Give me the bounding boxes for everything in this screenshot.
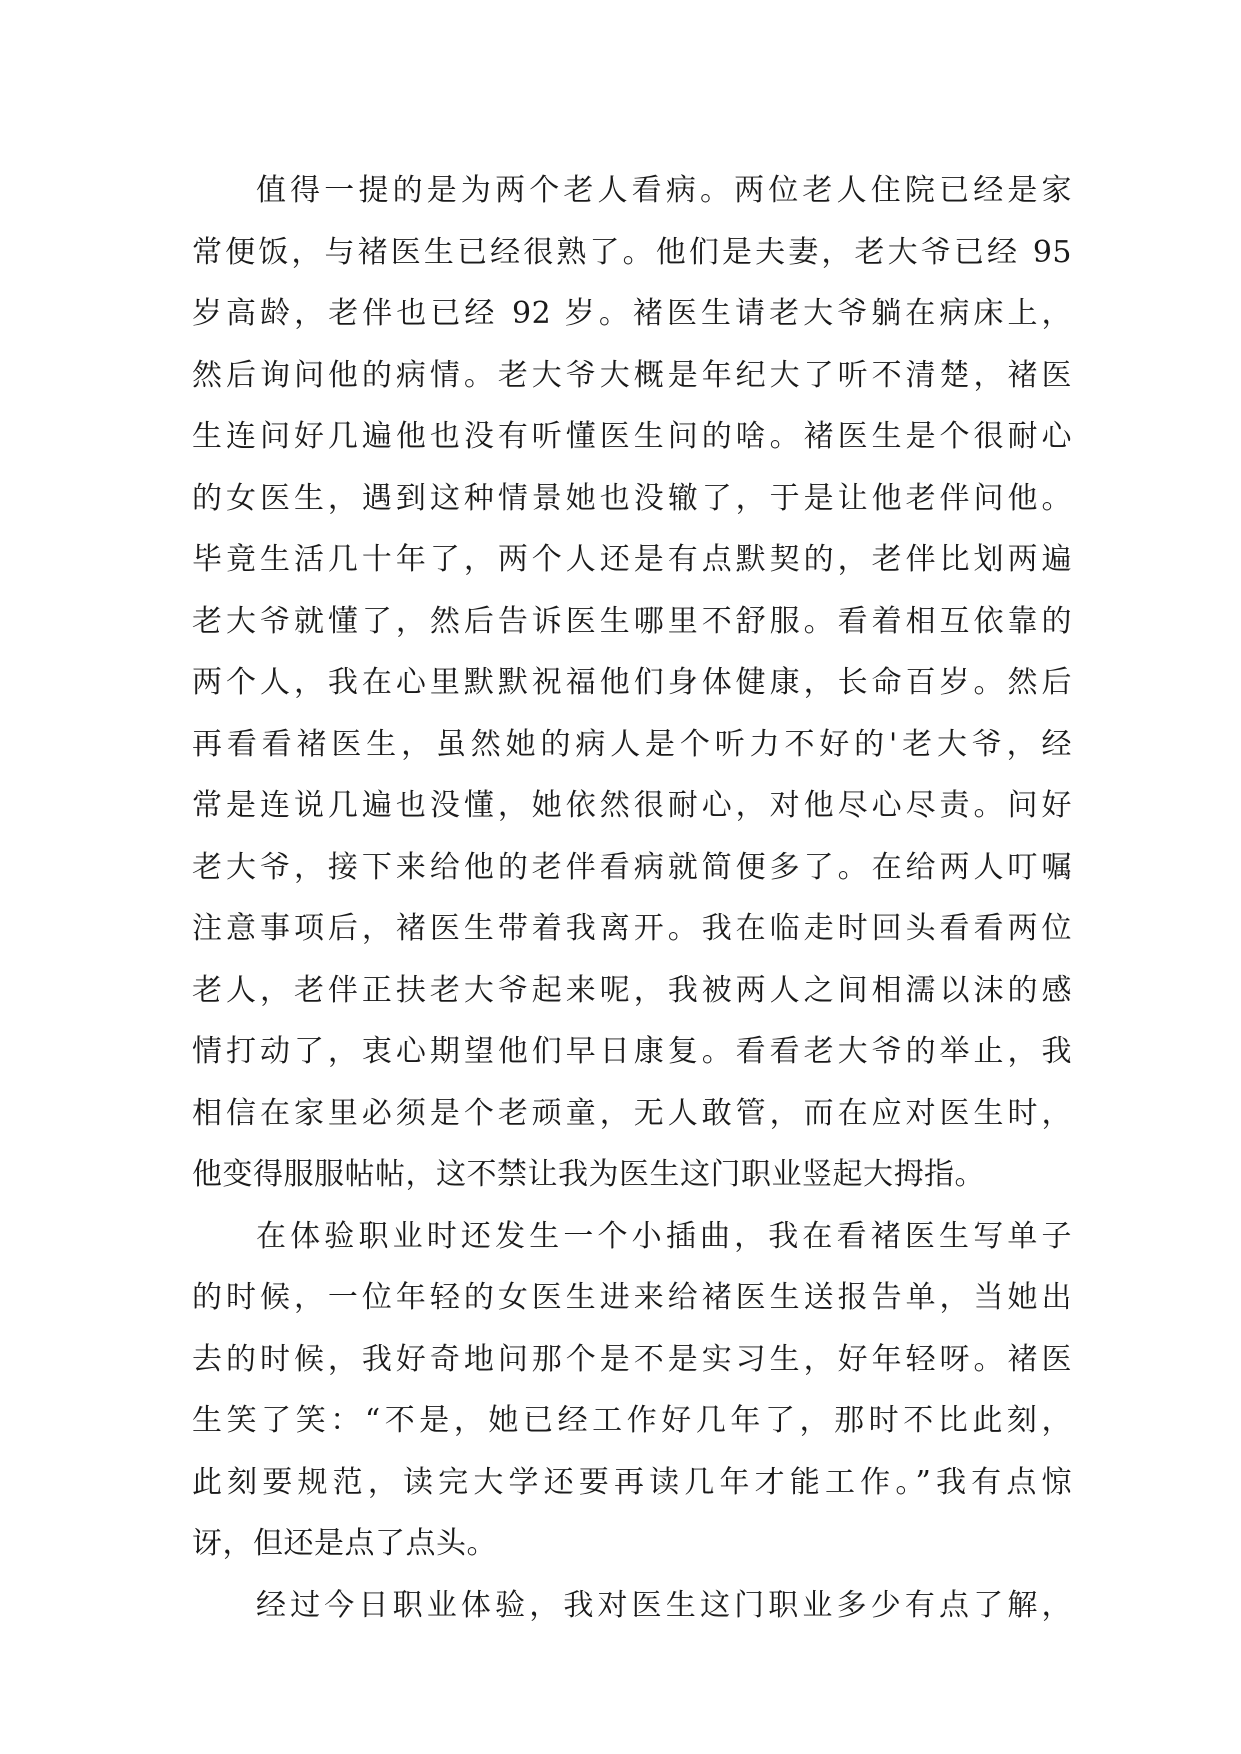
text-line: 岁高龄，老伴也已经 92 岁。褚医生请老大爷躺在病床上， <box>192 296 1072 331</box>
text-line: 再看看褚医生，虽然她的病人是个听力不好的'老大爷，经 <box>192 726 1072 762</box>
text-line: 然后询问他的病情。老大爷大概是年纪大了听不清楚，褚医 <box>192 357 1072 393</box>
text-line: 常是连说几遍也没懂，她依然很耐心，对他尽心尽责。问好 <box>192 788 1072 823</box>
paragraph <box>192 1575 1072 1637</box>
text-line: 情打动了，衷心期望他们早日康复。看看老大爷的举止，我 <box>192 1034 1072 1069</box>
text-line: 老人，老伴正扶老大爷起来呢，我被两人之间相濡以沫的感 <box>192 972 1072 1008</box>
text-line: 经过今日职业体验，我对医生这门职业多少有点了解， <box>256 1587 1072 1623</box>
text-line: 的女医生，遇到这种情景她也没辙了，于是让他老伴问他。 <box>192 480 1072 516</box>
text-line: 老大爷，接下来给他的老伴看病就简便多了。在给两人叮嘱 <box>192 849 1072 885</box>
text-line: 老大爷就懂了，然后告诉医生哪里不舒服。看着相互依靠的 <box>192 603 1072 639</box>
paragraph <box>192 160 1072 1206</box>
text-line: 毕竟生活几十年了，两个人还是有点默契的，老伴比划两遍 <box>192 542 1072 577</box>
text-line: 此刻要规范，读完大学还要再读几年才能工作。”我有点惊 <box>192 1464 1072 1500</box>
text-line: 值得一提的是为两个老人看病。两位老人住院已经是家 <box>256 173 1072 208</box>
text-line: 在体验职业时还发生一个小插曲，我在看褚医生写单子 <box>256 1218 1072 1254</box>
text-line: 生笑了笑：“不是，她已经工作好几年了，那时不比此刻， <box>192 1403 1072 1438</box>
text-line: 讶，但还是点了点头。 <box>192 1526 497 1561</box>
paragraph <box>192 1206 1072 1575</box>
text-line: 两个人，我在心里默默祝福他们身体健康，长命百岁。然后 <box>192 665 1072 700</box>
text-line: 生连问好几遍他也没有听懂医生问的啥。褚医生是个很耐心 <box>192 419 1072 454</box>
text-line: 他变得服服帖帖，这不禁让我为医生这门职业竖起大拇指。 <box>192 1157 985 1192</box>
document-body <box>192 160 1072 1636</box>
text-line: 注意事项后，褚医生带着我离开。我在临走时回头看看两位 <box>192 911 1072 946</box>
text-line: 常便饭，与褚医生已经很熟了。他们是夫妻，老大爷已经 95 <box>192 234 1072 270</box>
text-line: 相信在家里必须是个老顽童，无人敢管，而在应对医生时， <box>192 1095 1072 1131</box>
text-line: 的时候，一位年轻的女医生进来给褚医生送报告单，当她出 <box>192 1280 1072 1315</box>
text-line: 去的时候，我好奇地问那个是不是实习生，好年轻呀。褚医 <box>192 1341 1072 1377</box>
